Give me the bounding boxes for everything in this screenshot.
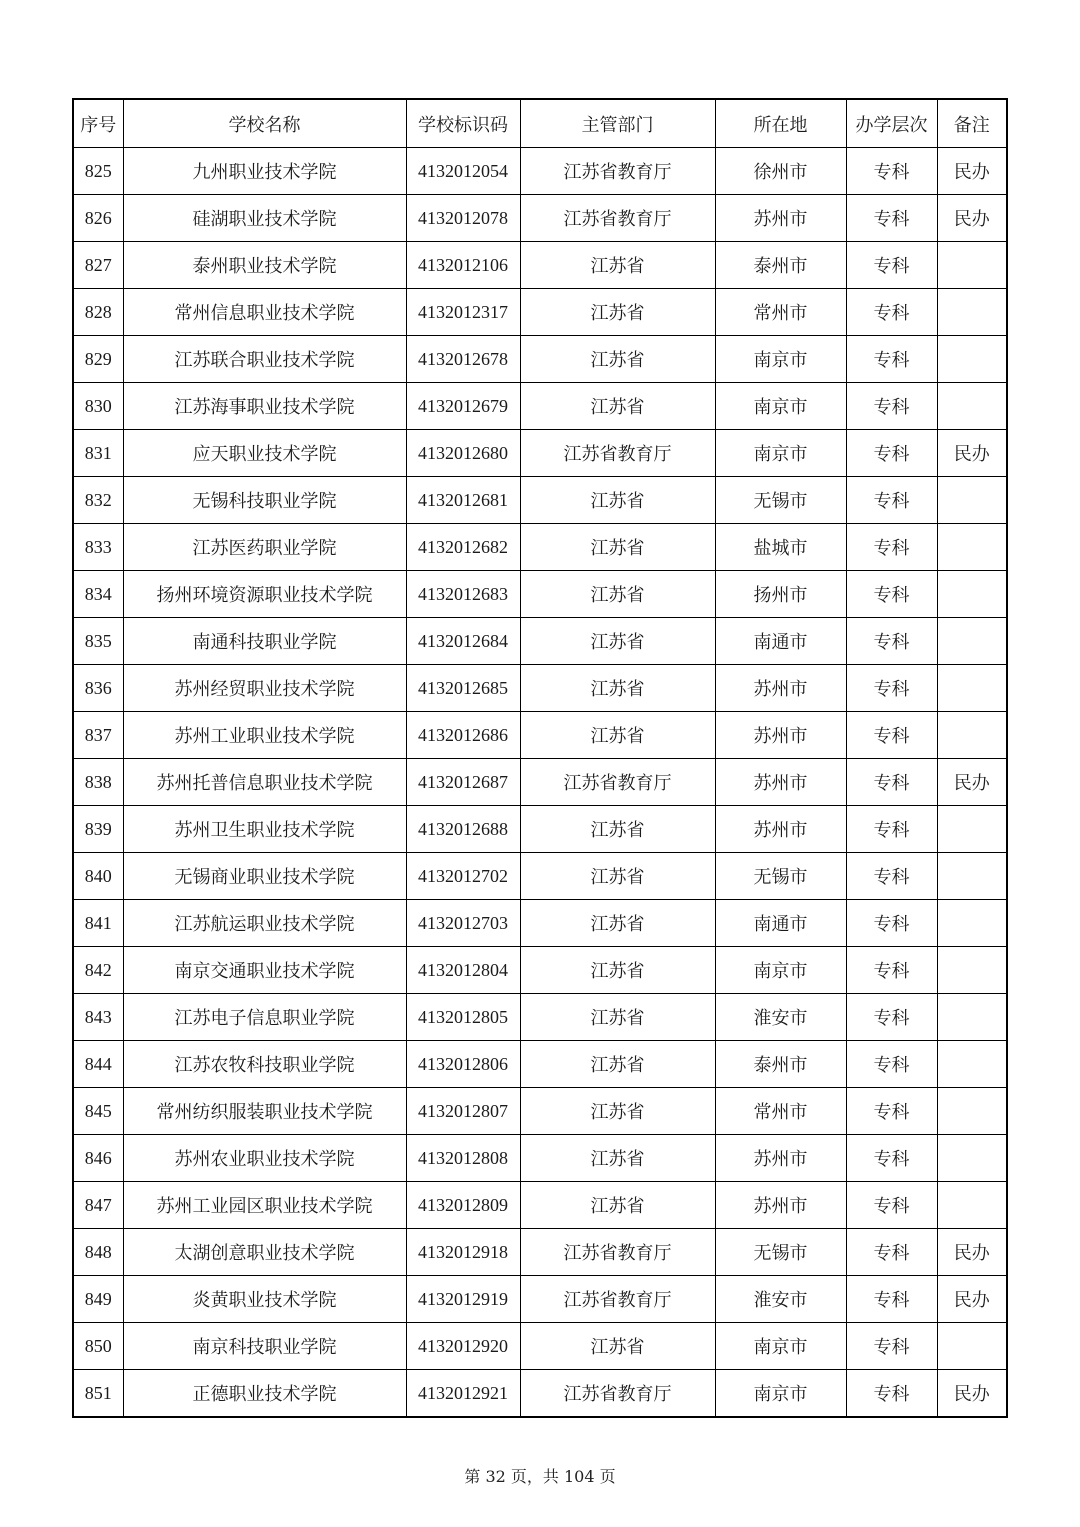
cell-school-code: 4132012683 [406,571,520,618]
cell-location: 苏州市 [715,195,846,242]
table-row [73,806,1007,853]
cell-location: 扬州市 [715,571,846,618]
table-row [73,1370,1007,1418]
cell-seq: 829 [73,336,123,383]
cell-department: 江苏省 [520,571,715,618]
cell-location: 南京市 [715,947,846,994]
table-row [73,947,1007,994]
cell-school-code: 4132012688 [406,806,520,853]
cell-department: 江苏省 [520,524,715,571]
cell-school-name: 江苏海事职业技术学院 [123,383,406,430]
header-location: 所在地 [715,99,846,148]
cell-level: 专科 [846,1323,937,1370]
cell-location: 无锡市 [715,853,846,900]
cell-note [937,524,1007,571]
cell-school-code: 4132012106 [406,242,520,289]
header-school-code: 学校标识码 [406,99,520,148]
cell-school-name: 常州纺织服装职业技术学院 [123,1088,406,1135]
cell-school-code: 4132012702 [406,853,520,900]
cell-note [937,618,1007,665]
cell-seq: 836 [73,665,123,712]
cell-note: 民办 [937,1276,1007,1323]
header-school-name: 学校名称 [123,99,406,148]
cell-school-code: 4132012680 [406,430,520,477]
cell-level: 专科 [846,1041,937,1088]
cell-school-name: 应天职业技术学院 [123,430,406,477]
cell-location: 苏州市 [715,1135,846,1182]
cell-school-code: 4132012078 [406,195,520,242]
table-row [73,1182,1007,1229]
cell-note [937,1182,1007,1229]
cell-school-code: 4132012807 [406,1088,520,1135]
table-row [73,1276,1007,1323]
cell-note [937,712,1007,759]
cell-location: 无锡市 [715,1229,846,1276]
cell-level: 专科 [846,900,937,947]
cell-level: 专科 [846,618,937,665]
cell-school-code: 4132012918 [406,1229,520,1276]
cell-seq: 847 [73,1182,123,1229]
cell-location: 徐州市 [715,148,846,195]
cell-level: 专科 [846,1229,937,1276]
cell-note [937,1041,1007,1088]
cell-seq: 846 [73,1135,123,1182]
cell-school-name: 苏州托普信息职业技术学院 [123,759,406,806]
cell-department: 江苏省 [520,900,715,947]
cell-school-code: 4132012054 [406,148,520,195]
table-row [73,1135,1007,1182]
cell-location: 南京市 [715,336,846,383]
cell-school-code: 4132012687 [406,759,520,806]
cell-school-name: 泰州职业技术学院 [123,242,406,289]
cell-seq: 830 [73,383,123,430]
cell-note [937,1088,1007,1135]
cell-level: 专科 [846,1370,937,1418]
cell-level: 专科 [846,195,937,242]
cell-school-name: 苏州工业职业技术学院 [123,712,406,759]
cell-note [937,947,1007,994]
cell-location: 南京市 [715,1370,846,1418]
cell-school-name: 江苏医药职业学院 [123,524,406,571]
cell-location: 泰州市 [715,242,846,289]
cell-seq: 844 [73,1041,123,1088]
table-row [73,477,1007,524]
cell-department: 江苏省 [520,1182,715,1229]
cell-level: 专科 [846,712,937,759]
cell-seq: 843 [73,994,123,1041]
cell-note [937,1323,1007,1370]
cell-school-name: 炎黄职业技术学院 [123,1276,406,1323]
cell-department: 江苏省 [520,477,715,524]
cell-seq: 849 [73,1276,123,1323]
cell-school-code: 4132012685 [406,665,520,712]
cell-level: 专科 [846,1276,937,1323]
table-row [73,618,1007,665]
cell-department: 江苏省教育厅 [520,1276,715,1323]
table-row [73,994,1007,1041]
cell-school-code: 4132012920 [406,1323,520,1370]
cell-school-code: 4132012806 [406,1041,520,1088]
cell-location: 苏州市 [715,1182,846,1229]
cell-note: 民办 [937,148,1007,195]
table-row [73,383,1007,430]
cell-level: 专科 [846,242,937,289]
table-row [73,148,1007,195]
cell-level: 专科 [846,383,937,430]
cell-note [937,665,1007,712]
cell-school-code: 4132012684 [406,618,520,665]
header-department: 主管部门 [520,99,715,148]
cell-seq: 827 [73,242,123,289]
table-row [73,1229,1007,1276]
table-row [73,430,1007,477]
cell-level: 专科 [846,1182,937,1229]
cell-school-name: 无锡商业职业技术学院 [123,853,406,900]
cell-seq: 845 [73,1088,123,1135]
cell-department: 江苏省 [520,1041,715,1088]
cell-school-name: 九州职业技术学院 [123,148,406,195]
table-header-row [73,99,1007,148]
cell-school-code: 4132012686 [406,712,520,759]
cell-school-code: 4132012809 [406,1182,520,1229]
cell-location: 南京市 [715,1323,846,1370]
cell-seq: 850 [73,1323,123,1370]
header-note: 备注 [937,99,1007,148]
cell-note: 民办 [937,1229,1007,1276]
cell-level: 专科 [846,430,937,477]
cell-location: 淮安市 [715,1276,846,1323]
cell-level: 专科 [846,477,937,524]
table-body [73,148,1007,1418]
cell-level: 专科 [846,665,937,712]
cell-level: 专科 [846,524,937,571]
cell-seq: 828 [73,289,123,336]
cell-note [937,994,1007,1041]
cell-school-name: 江苏电子信息职业学院 [123,994,406,1041]
page-number: 第 32 页，共 104 页 [464,1467,616,1486]
cell-note [937,806,1007,853]
cell-school-code: 4132012678 [406,336,520,383]
cell-note: 民办 [937,430,1007,477]
cell-department: 江苏省 [520,336,715,383]
cell-level: 专科 [846,336,937,383]
cell-school-code: 4132012679 [406,383,520,430]
cell-location: 淮安市 [715,994,846,1041]
cell-department: 江苏省 [520,1088,715,1135]
cell-school-name: 南通科技职业学院 [123,618,406,665]
cell-department: 江苏省 [520,806,715,853]
cell-seq: 842 [73,947,123,994]
cell-school-name: 常州信息职业技术学院 [123,289,406,336]
cell-location: 苏州市 [715,712,846,759]
cell-school-name: 正德职业技术学院 [123,1370,406,1418]
cell-location: 泰州市 [715,1041,846,1088]
cell-location: 苏州市 [715,759,846,806]
cell-note [937,853,1007,900]
cell-department: 江苏省 [520,947,715,994]
cell-department: 江苏省教育厅 [520,430,715,477]
cell-note [937,900,1007,947]
table-row [73,336,1007,383]
cell-seq: 841 [73,900,123,947]
cell-department: 江苏省教育厅 [520,759,715,806]
cell-school-code: 4132012317 [406,289,520,336]
cell-department: 江苏省 [520,1323,715,1370]
cell-location: 常州市 [715,1088,846,1135]
cell-note: 民办 [937,195,1007,242]
cell-school-name: 扬州环境资源职业技术学院 [123,571,406,618]
cell-note: 民办 [937,1370,1007,1418]
cell-location: 盐城市 [715,524,846,571]
table-row [73,524,1007,571]
table-row [73,853,1007,900]
cell-note [937,1135,1007,1182]
cell-location: 南通市 [715,900,846,947]
cell-department: 江苏省教育厅 [520,1229,715,1276]
cell-location: 常州市 [715,289,846,336]
cell-department: 江苏省 [520,712,715,759]
cell-level: 专科 [846,947,937,994]
cell-department: 江苏省 [520,289,715,336]
table-row [73,712,1007,759]
cell-department: 江苏省 [520,853,715,900]
cell-school-code: 4132012682 [406,524,520,571]
cell-seq: 825 [73,148,123,195]
cell-level: 专科 [846,148,937,195]
cell-note [937,242,1007,289]
cell-school-code: 4132012804 [406,947,520,994]
cell-seq: 832 [73,477,123,524]
cell-level: 专科 [846,571,937,618]
table-row [73,1041,1007,1088]
cell-school-code: 4132012681 [406,477,520,524]
cell-seq: 838 [73,759,123,806]
cell-seq: 826 [73,195,123,242]
cell-department: 江苏省 [520,1135,715,1182]
cell-location: 南通市 [715,618,846,665]
table-row [73,1323,1007,1370]
school-list-table [72,98,1008,1418]
table-row [73,242,1007,289]
cell-school-code: 4132012703 [406,900,520,947]
cell-note [937,336,1007,383]
cell-location: 苏州市 [715,806,846,853]
cell-seq: 834 [73,571,123,618]
cell-department: 江苏省教育厅 [520,195,715,242]
header-level: 办学层次 [846,99,937,148]
cell-school-code: 4132012808 [406,1135,520,1182]
table-row [73,900,1007,947]
cell-department: 江苏省 [520,994,715,1041]
cell-seq: 835 [73,618,123,665]
table-row [73,289,1007,336]
cell-seq: 837 [73,712,123,759]
cell-location: 苏州市 [715,665,846,712]
cell-location: 南京市 [715,430,846,477]
cell-note [937,477,1007,524]
table-row [73,195,1007,242]
table-row [73,1088,1007,1135]
cell-level: 专科 [846,853,937,900]
cell-note [937,289,1007,336]
cell-school-code: 4132012921 [406,1370,520,1418]
cell-school-name: 无锡科技职业学院 [123,477,406,524]
cell-seq: 831 [73,430,123,477]
cell-school-name: 硅湖职业技术学院 [123,195,406,242]
cell-seq: 840 [73,853,123,900]
cell-location: 无锡市 [715,477,846,524]
cell-location: 南京市 [715,383,846,430]
cell-school-name: 苏州工业园区职业技术学院 [123,1182,406,1229]
cell-level: 专科 [846,1088,937,1135]
cell-seq: 833 [73,524,123,571]
cell-department: 江苏省教育厅 [520,1370,715,1418]
cell-school-name: 南京科技职业学院 [123,1323,406,1370]
cell-school-name: 江苏航运职业技术学院 [123,900,406,947]
cell-seq: 851 [73,1370,123,1418]
cell-school-name: 南京交通职业技术学院 [123,947,406,994]
cell-note [937,571,1007,618]
cell-school-name: 苏州经贸职业技术学院 [123,665,406,712]
header-seq: 序号 [73,99,123,148]
cell-school-code: 4132012805 [406,994,520,1041]
cell-school-name: 江苏联合职业技术学院 [123,336,406,383]
cell-seq: 848 [73,1229,123,1276]
cell-level: 专科 [846,1135,937,1182]
cell-department: 江苏省 [520,665,715,712]
cell-school-code: 4132012919 [406,1276,520,1323]
table-row [73,665,1007,712]
table-row [73,759,1007,806]
cell-school-name: 江苏农牧科技职业学院 [123,1041,406,1088]
cell-department: 江苏省 [520,383,715,430]
cell-school-name: 苏州农业职业技术学院 [123,1135,406,1182]
table-row [73,571,1007,618]
cell-department: 江苏省 [520,242,715,289]
cell-department: 江苏省 [520,618,715,665]
cell-level: 专科 [846,759,937,806]
cell-level: 专科 [846,289,937,336]
cell-department: 江苏省教育厅 [520,148,715,195]
cell-school-name: 太湖创意职业技术学院 [123,1229,406,1276]
cell-note: 民办 [937,759,1007,806]
cell-school-name: 苏州卫生职业技术学院 [123,806,406,853]
cell-level: 专科 [846,994,937,1041]
cell-level: 专科 [846,806,937,853]
cell-seq: 839 [73,806,123,853]
cell-note [937,383,1007,430]
